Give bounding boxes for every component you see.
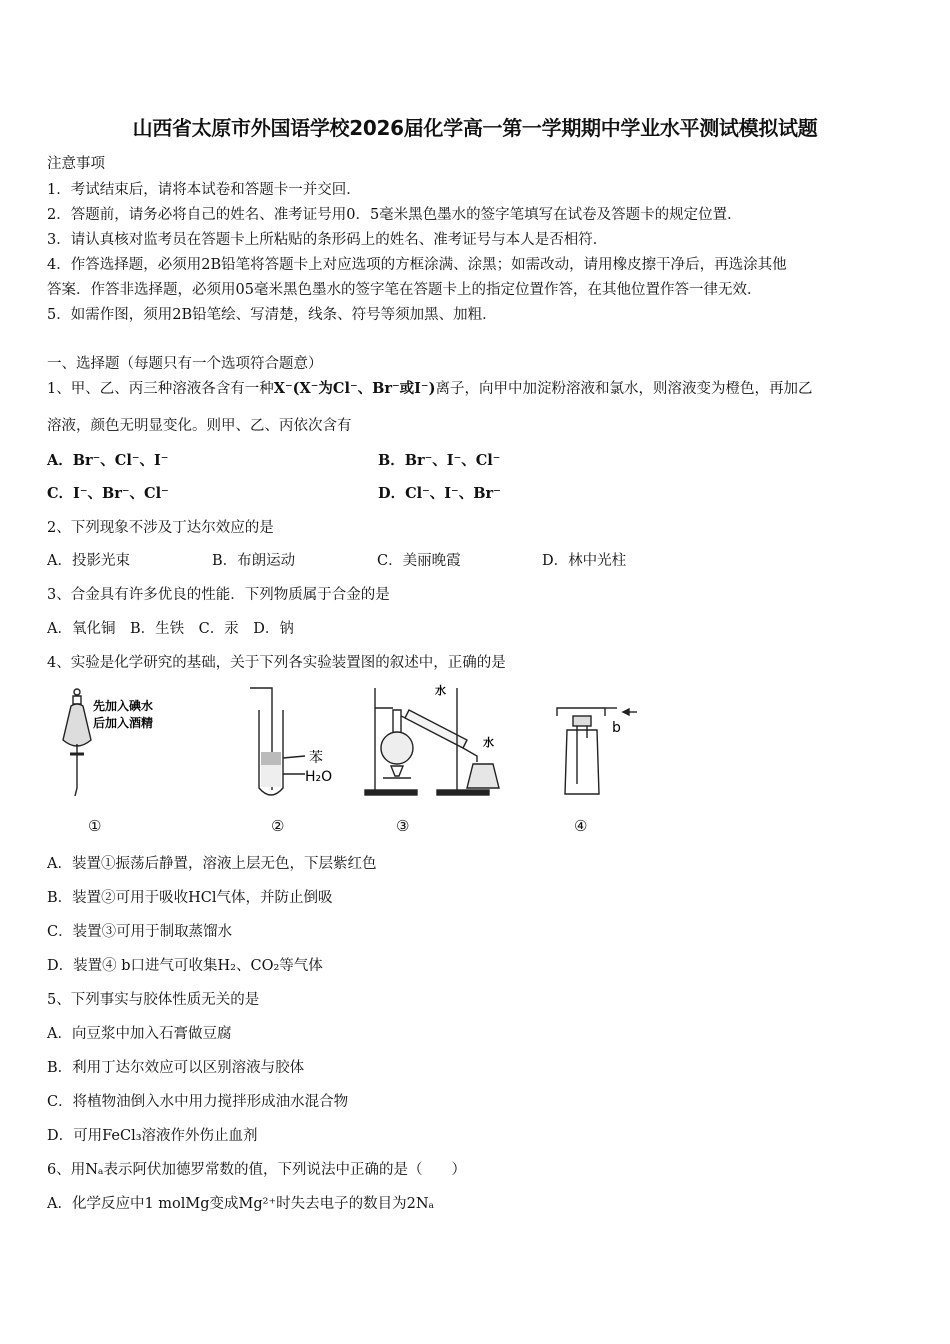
q1-option-b: B．Br⁻、I⁻、Cl⁻ xyxy=(378,452,501,469)
question-6-stem: 6、用Nₐ表示阿伏加德罗常数的值，下列说法中正确的是（ ） xyxy=(47,1162,467,1178)
q1-stem-part: 1、甲、乙、丙三种溶液各含有一种 xyxy=(47,381,274,397)
q4-option-b: B．装置②可用于吸收HCl气体，并防止倒吸 xyxy=(47,890,333,906)
figure-label-3: ③ xyxy=(396,817,410,835)
q2-option-b: B．布朗运动 xyxy=(212,553,296,569)
q2-option-d: D．林中光柱 xyxy=(542,553,627,569)
q5-option-d: D．可用FeCl₃溶液作外伤止血剂 xyxy=(47,1128,258,1144)
distillation-diagram xyxy=(365,688,499,795)
question-1-stem xyxy=(47,377,812,398)
q5-option-a: A．向豆浆中加入石膏做豆腐 xyxy=(47,1026,232,1042)
figure-label-4: ④ xyxy=(574,817,588,835)
q6-option-a: A．化学反应中1 molMg变成Mg²⁺时失去电子的数目为2Nₐ xyxy=(47,1196,435,1212)
water-layer-label: H₂O xyxy=(305,769,333,785)
question-4-stem: 4、实验是化学研究的基础，关于下列各实验装置图的叙述中，正确的是 xyxy=(47,655,506,671)
notice-item: 2．答题前，请务必将自己的姓名、准考证号用0．5毫米黑色墨水的签字笔填写在试卷及答题卡的规定位置． xyxy=(47,207,742,223)
q2-option-c: C．美丽晚霞 xyxy=(377,553,461,569)
q1-ion-expression: X⁻(X⁻为Cl⁻、Br⁻或I⁻) xyxy=(273,380,436,397)
question-2-stem: 2、下列现象不涉及丁达尔效应的是 xyxy=(47,520,274,536)
inlet-b-label: b xyxy=(612,720,621,736)
notice-item: 答案．作答非选择题，必须用05毫米黑色墨水的签字笔在答题卡上的指定位置作答，在其他位置作答一律无效． xyxy=(47,282,762,298)
q5-option-c: C．将植物油倒入水中用力搅拌形成油水混合物 xyxy=(47,1094,349,1110)
separatory-funnel-diagram xyxy=(63,689,91,796)
q1-option-a: A．Br⁻、Cl⁻、I⁻ xyxy=(47,452,169,469)
question-5-stem: 5、下列事实与胶体性质无关的是 xyxy=(47,992,260,1008)
notice-item: 1．考试结束后，请将本试卷和答题卡一并交回． xyxy=(47,182,361,198)
figure-label-1: ① xyxy=(88,817,102,835)
question-3-stem: 3、合金具有许多优良的性能．下列物质属于合金的是 xyxy=(47,587,390,603)
funnel-note-1: 先加入碘水 xyxy=(93,699,154,713)
notice-item: 3．请认真核对监考员在答题卡上所粘贴的条形码上的姓名、准考证号与本人是否相符． xyxy=(47,232,608,248)
q1-stem-part: 离子，向甲中加淀粉溶液和氯水，则溶液变为橙色，再加乙 xyxy=(435,381,813,397)
notice-item: 5．如需作图，须用2B铅笔绘、写清楚，线条、符号等须加黑、加粗． xyxy=(47,307,497,323)
water-inlet-label: 水 xyxy=(435,684,446,697)
q3-options: A．氧化铜 B．生铁 C．汞 D．钠 xyxy=(47,621,294,637)
gas-bottle-diagram xyxy=(557,708,637,794)
question-1-stem-cont: 溶液，颜色无明显变化。则甲、乙、丙依次含有 xyxy=(47,418,352,434)
q4-option-a: A．装置①振荡后静置，溶液上层无色，下层紫红色 xyxy=(47,856,377,872)
test-tube-diagram xyxy=(250,688,305,795)
q5-option-b: B．利用丁达尔效应可以区别溶液与胶体 xyxy=(47,1060,305,1076)
apparatus-figure xyxy=(47,680,667,830)
q4-option-d: D．装置④ b口进气可收集H₂、CO₂等气体 xyxy=(47,958,323,974)
q1-option-c: C．I⁻、Br⁻、Cl⁻ xyxy=(47,485,169,502)
q4-option-c: C．装置③可用于制取蒸馏水 xyxy=(47,924,233,940)
page-title: 山西省太原市外国语学校2026届化学高一第一学期期中学业水平测试模拟试题 xyxy=(132,116,818,140)
benzene-label: 苯 xyxy=(309,750,323,766)
q1-option-d: D．Cl⁻、I⁻、Br⁻ xyxy=(378,485,501,502)
water-outlet-label: 水 xyxy=(483,736,494,749)
section-heading: 一、选择题（每题只有一个选项符合题意） xyxy=(47,356,323,372)
notice-item: 4．作答选择题，必须用2B铅笔将答题卡上对应选项的方框涂满、涂黑；如需改动，请用橡皮擦干净后，再选涂其他 xyxy=(47,257,787,273)
notice-heading: 注意事项 xyxy=(47,156,105,172)
figure-label-2: ② xyxy=(271,817,285,835)
q2-option-a: A．投影光束 xyxy=(47,553,130,569)
funnel-note-2: 后加入酒精 xyxy=(93,716,154,730)
